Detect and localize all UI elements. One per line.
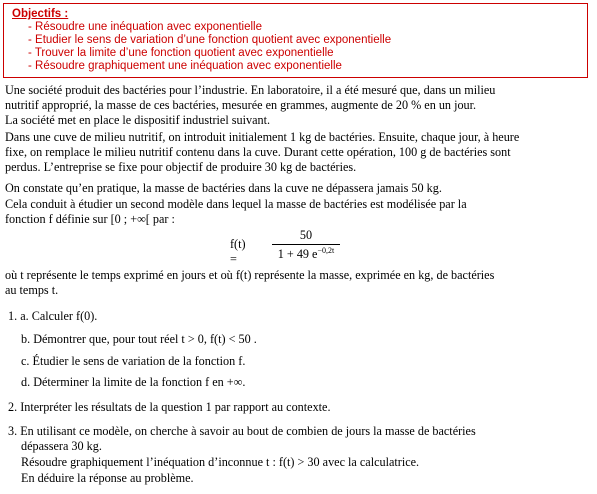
intro-line-3: La société met en place le dispositif industriel suivant. [5, 113, 271, 127]
objective-item-3: - Trouver la limite d’une fonction quotient avec exponentielle [28, 47, 334, 59]
objectives-box [3, 3, 588, 78]
denominator-exponent: −0,2t [317, 246, 335, 255]
question-2: 2. Interpréter les résultats de la question 1 par rapport au contexte. [8, 400, 331, 414]
objectives-title: Objectifs : [12, 8, 69, 20]
para3-line-2: au temps t. [5, 283, 59, 297]
objective-item-4: - Résoudre graphiquement une inéquation avec exponentielle [28, 60, 342, 72]
formula-numerator: 50 [299, 228, 313, 242]
question-3-line-2: dépassera 30 kg. [21, 439, 102, 453]
question-1a: 1. a. Calculer f(0). [8, 309, 98, 323]
intro-line-6: perdus. L’entreprise se fixe pour objectif de produire 30 kg de bactéries. [5, 160, 357, 174]
intro-line-4: Dans une cuve de milieu nutritif, on introduit initialement 1 kg de bactéries. Ensuite, chaque jour, à heure [5, 130, 520, 144]
para3-line-1: où t représente le temps exprimé en jours et où f(t) représente la masse, exprimée en kg, de bactéries [5, 268, 495, 282]
formula-denominator [272, 246, 340, 262]
para2-line-3: fonction f définie sur [0 ; +∞[ par : [5, 212, 175, 226]
intro-line-1: Une société produit des bactéries pour l’industrie. En laboratoire, il a été mesuré que, dans un milieu [5, 83, 496, 97]
question-1b: b. Démontrer que, pour tout réel t > 0, f(t) < 50 . [21, 332, 257, 346]
question-1c: c. Étudier le sens de variation de la fonction f. [21, 354, 246, 368]
para2-line-2: Cela conduit à étudier un second modèle dans lequel la masse de bactéries est modélisée par la [5, 197, 467, 211]
question-3-line-1: 3. En utilisant ce modèle, on cherche à savoir au bout de combien de jours la masse de bactéries [8, 424, 476, 438]
fraction-bar [272, 244, 340, 245]
denominator-base: 1 + 49 e [277, 247, 318, 262]
objective-item-1: - Résoudre une inéquation avec exponentielle [28, 21, 262, 33]
para2-line-1: On constate qu’en pratique, la masse de bactéries dans la cuve ne dépassera jamais 50 kg. [5, 181, 442, 195]
question-3-line-3: Résoudre graphiquement l’inéquation d’inconnue t : f(t) > 30 avec la calculatrice. [21, 455, 420, 469]
objective-item-2: - Etudier le sens de variation d’une fonction quotient avec exponentielle [28, 34, 392, 46]
question-3-line-4: En déduire la réponse au problème. [21, 471, 194, 485]
intro-line-5: fixe, on remplace le milieu nutritif contenu dans la cuve. Durant cette opération, 100 g de bactéries sont [5, 145, 511, 159]
intro-line-2: nutritif approprié, la masse de ces bactéries, mesurée en grammes, augmente de 20 % en un jour. [5, 98, 477, 112]
formula-lhs: f(t) = [230, 237, 246, 266]
question-1d: d. Déterminer la limite de la fonction f en +∞. [21, 375, 246, 389]
